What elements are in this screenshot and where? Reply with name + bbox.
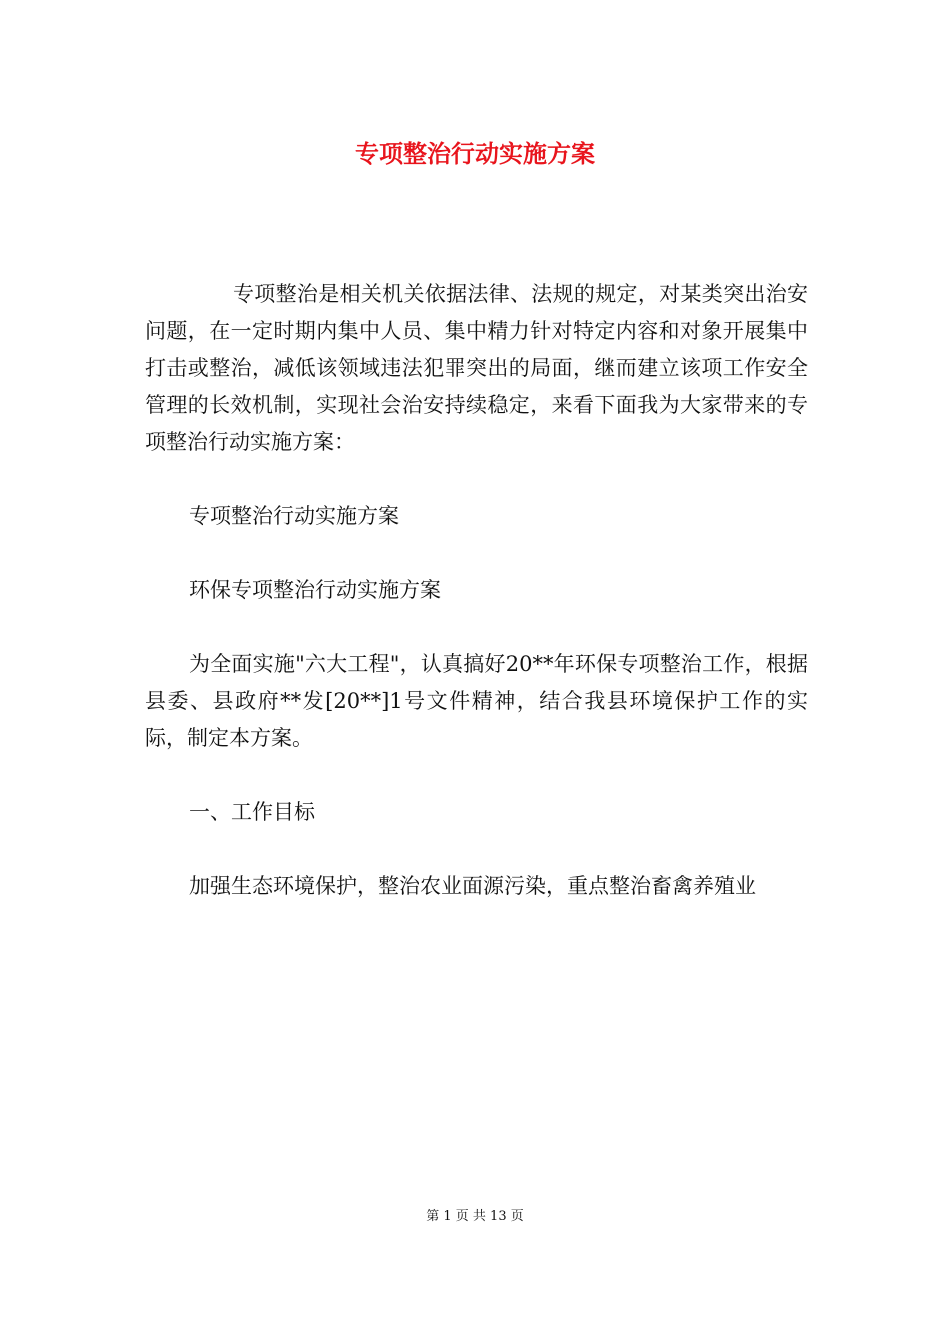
body-paragraph: 为全面实施"六大工程"，认真搞好20**年环保专项整治工作，根据县委、县政府**发[20**]1号文件精神，结合我县环境保护工作的实际，制定本方案。 xyxy=(145,652,808,750)
intro-paragraph: 专项整治是相关机关依据法律、法规的规定，对某类突出治安问题，在一定时期内集中人员、集中精力针对特定内容和对象开展集中打击或整治，减低该领域违法犯罪突出的局面，继而建立该项工作安全管理的长效机制，实现社会治安持续稳定，来看下面我为大家带来的专项整治行动实施方案： xyxy=(145,282,808,454)
body-paragraph: 加强生态环境保护，整治农业面源污染，重点整治畜禽养殖业 xyxy=(189,874,756,898)
section-heading: 专项整治行动实施方案 xyxy=(189,504,399,528)
document-title: 专项整治行动实施方案 xyxy=(355,139,595,168)
section-heading-goal: 一、工作目标 xyxy=(189,800,315,824)
page-number-footer: 第 1 页 共 13 页 xyxy=(426,1209,524,1224)
subsection-heading: 环保专项整治行动实施方案 xyxy=(189,578,441,602)
document-body xyxy=(145,276,808,942)
